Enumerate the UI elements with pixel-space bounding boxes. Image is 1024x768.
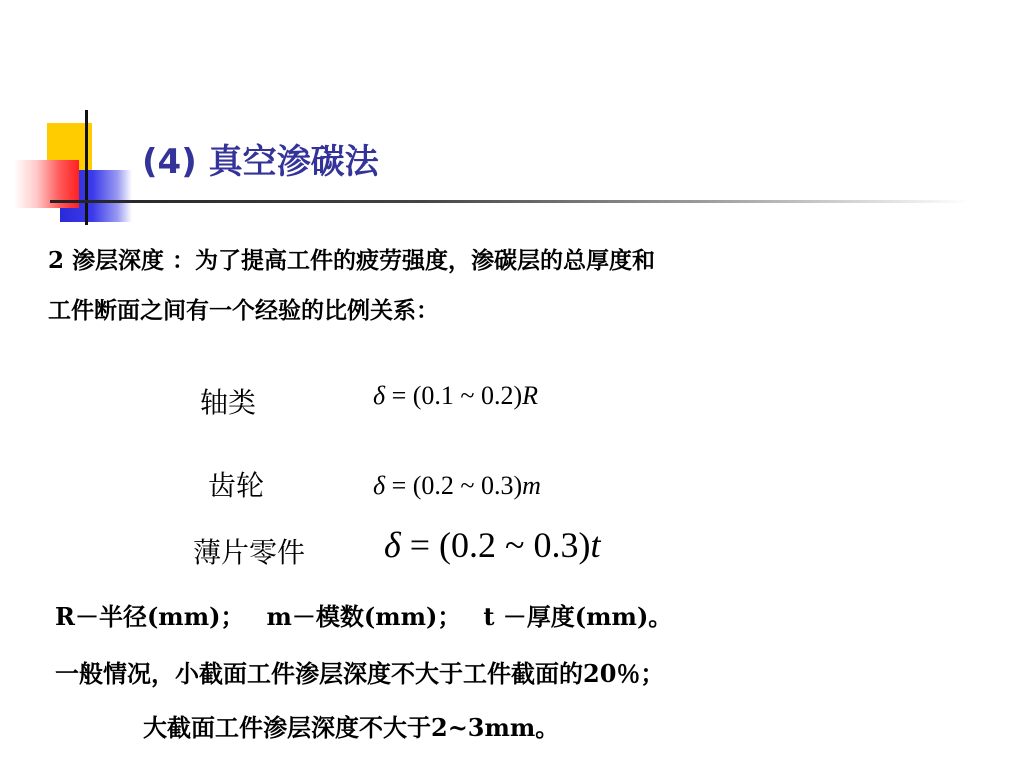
rule-line-2: 大截面工件渗层深度不大于2~3mm。 bbox=[143, 713, 560, 742]
formula-expression: = (0.2 ~ 0.3) bbox=[385, 471, 523, 500]
legend-thickness: t －厚度(mm)。 bbox=[483, 602, 673, 631]
slide-title: (4) 真空渗碳法 bbox=[142, 142, 379, 182]
formula-thin-part bbox=[384, 524, 601, 566]
formula-variable: t bbox=[590, 525, 601, 565]
formula-label-thin-part: 薄片零件 bbox=[193, 536, 306, 569]
intro-line-2: 工件断面之间有一个经验的比例关系： bbox=[48, 297, 439, 324]
formula-delta: δ bbox=[373, 471, 386, 500]
formula-delta: δ bbox=[373, 381, 386, 410]
formula-expression: = (0.1 ~ 0.2) bbox=[385, 381, 523, 410]
legend-module: m－模数(mm)； bbox=[266, 602, 462, 631]
formula-shaft bbox=[373, 381, 538, 411]
formula-variable: m bbox=[522, 471, 541, 500]
title-underline bbox=[50, 200, 970, 203]
formula-label-gear: 齿轮 bbox=[208, 469, 265, 502]
formula-label-shaft: 轴类 bbox=[200, 386, 257, 419]
formula-expression: = (0.2 ~ 0.3) bbox=[400, 525, 591, 565]
formula-gear bbox=[373, 471, 541, 501]
intro-line-1: 2 渗层深度 ：为了提高工件的疲劳强度，渗碳层的总厚度和 bbox=[48, 247, 656, 274]
rule-line-1: 一般情况，小截面工件渗层深度不大于工件截面的20％； bbox=[55, 659, 665, 688]
decor-vertical-line bbox=[85, 110, 88, 225]
legend-radius: R－半径(mm)； bbox=[55, 602, 245, 631]
formula-variable: R bbox=[522, 381, 539, 410]
variable-legend bbox=[55, 597, 672, 632]
formula-delta: δ bbox=[384, 525, 401, 565]
